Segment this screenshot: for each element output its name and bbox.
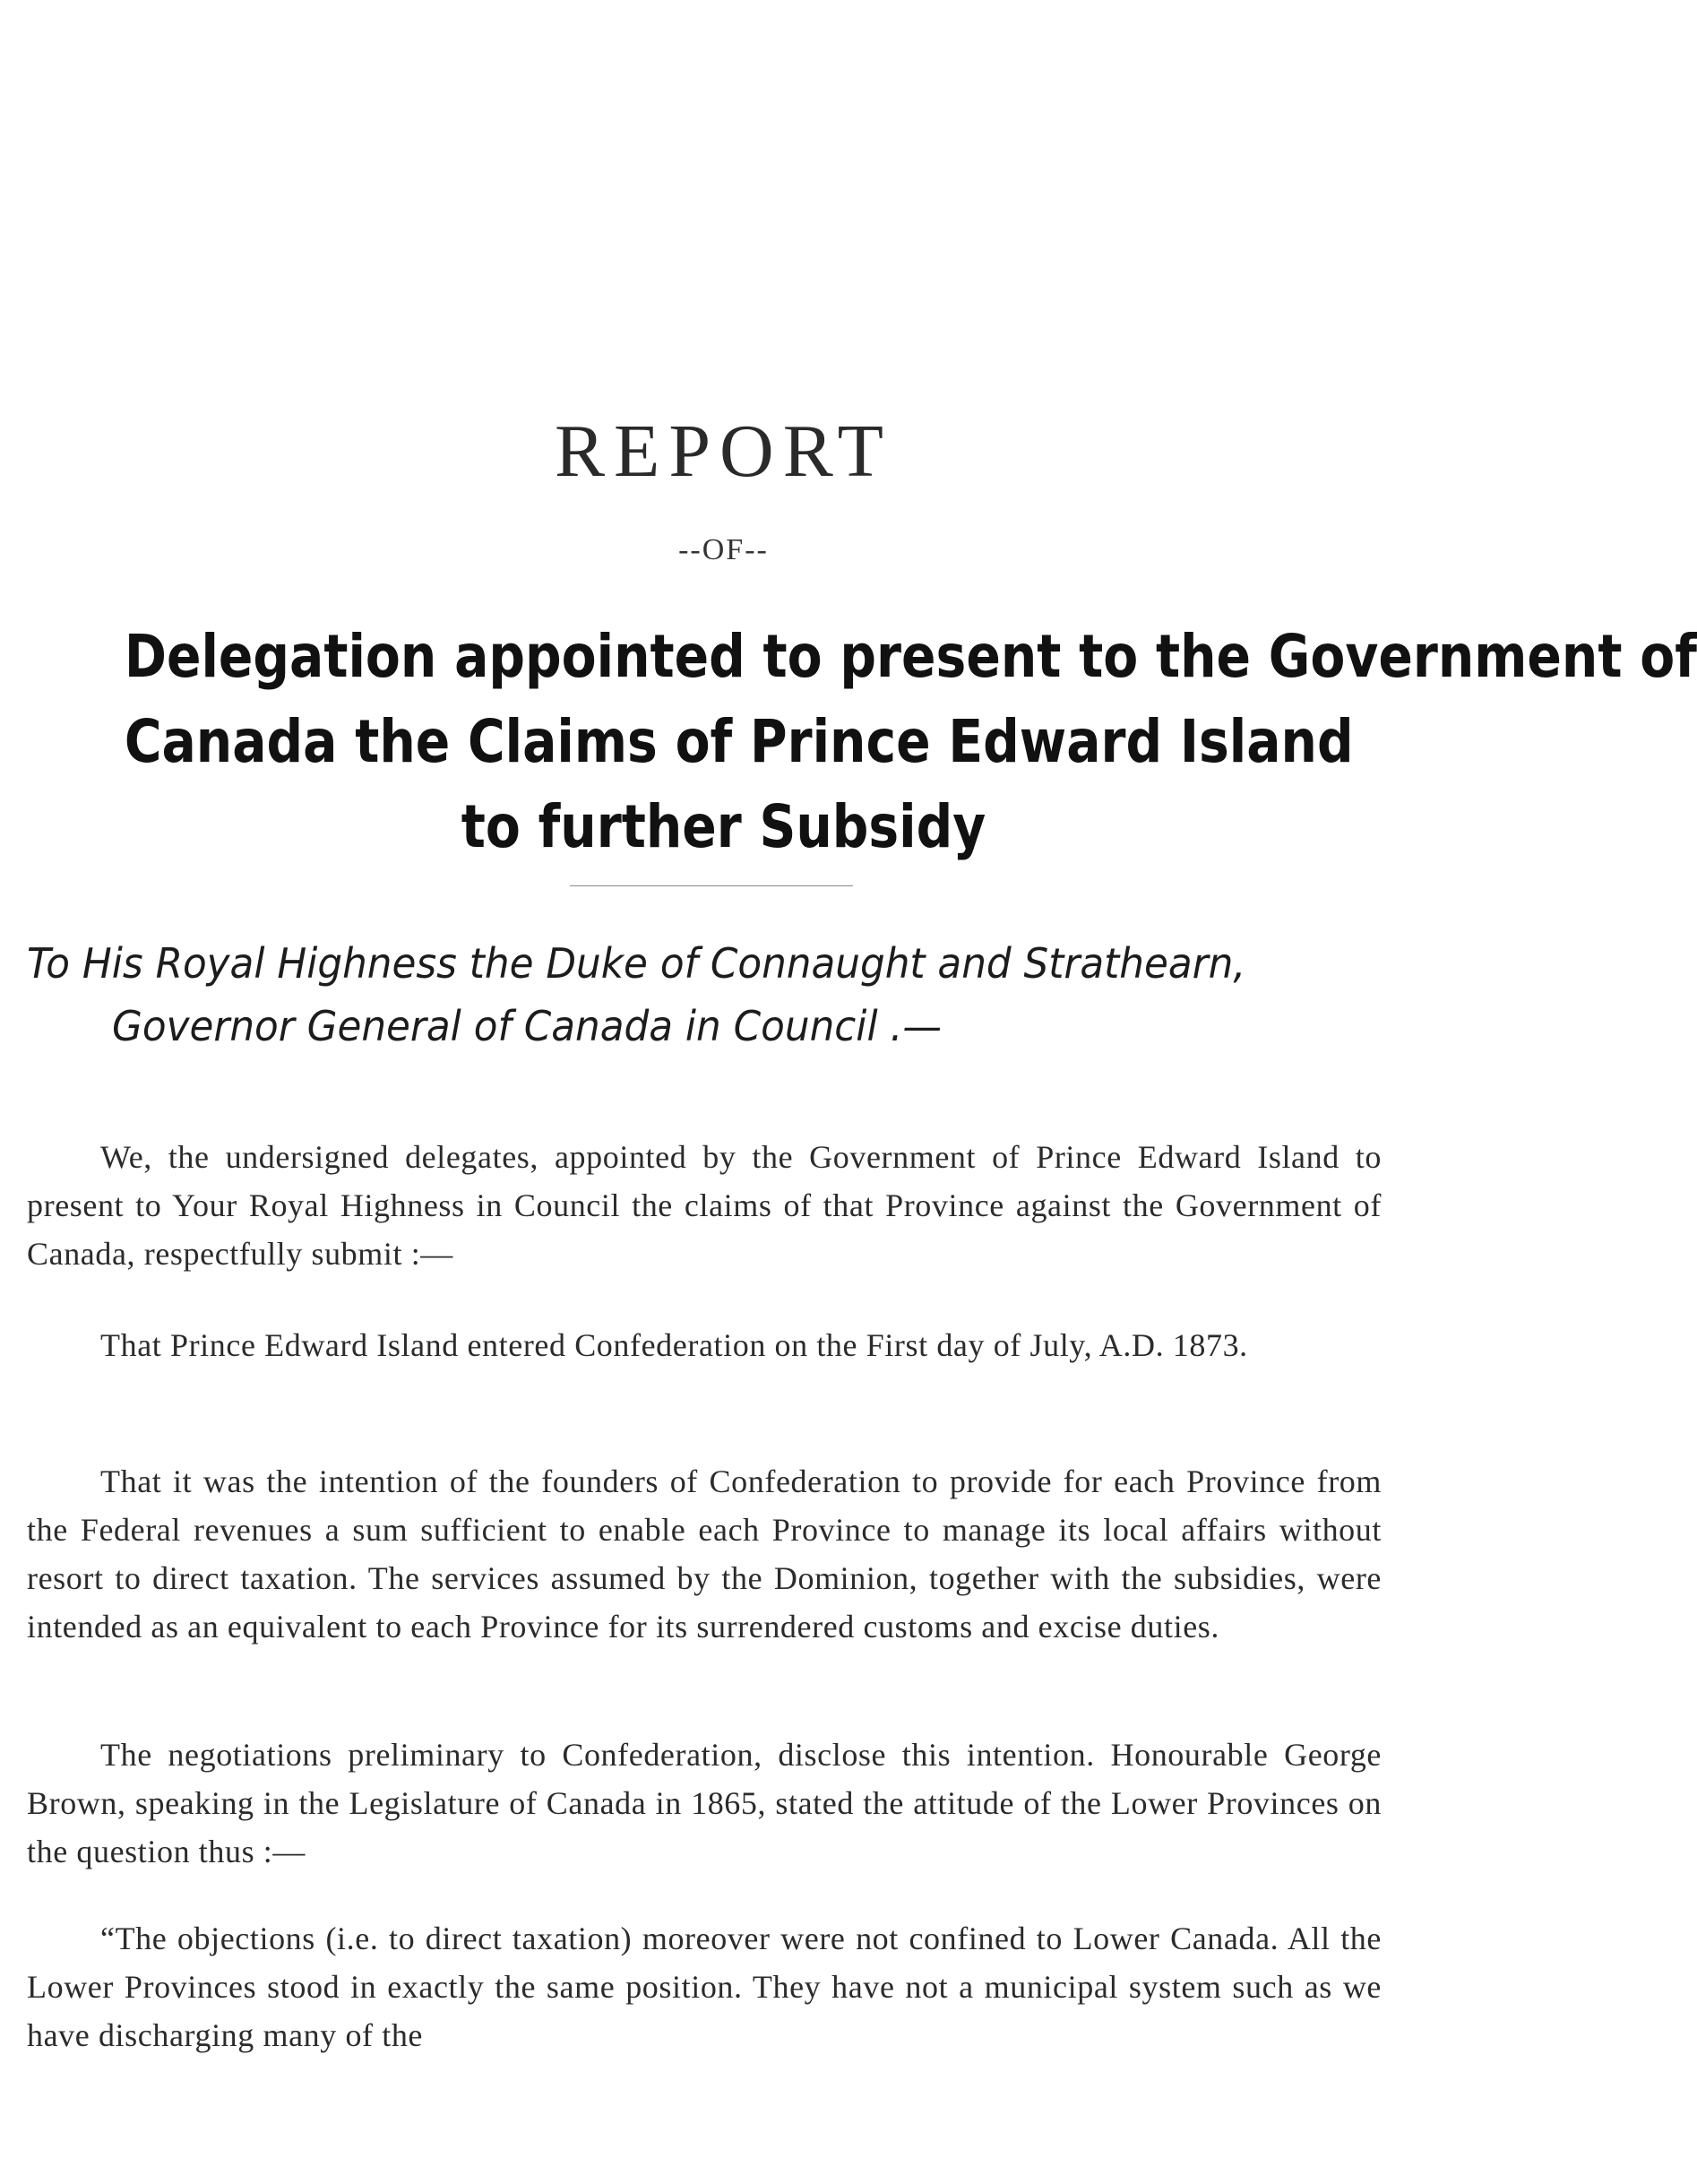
report-title: REPORT xyxy=(554,410,892,493)
heading-line: to further Subsidy xyxy=(461,792,986,861)
body-paragraph: That it was the intention of the founders of Confederation to provide for each Province from the Federal revenues a sum sufficient to enable each Province to manage its local affairs without resort to direct taxation. The services assumed by the Dominion, together with the subsidies, were intended as an equivalent to each Province for its surrendered customs and excise duties. xyxy=(27,1463,1382,1644)
report-heading xyxy=(124,614,1697,869)
address-to-governor-general xyxy=(27,932,1355,1057)
address-line: Governor General of Canada in Council .— xyxy=(112,1002,943,1050)
body-paragraph: We, the undersigned delegates, appointed by the Government of Prince Edward Island to present to Your Royal Highness in Council the claims of that Province against the Government of Canada, respectfully submit :— xyxy=(27,1139,1382,1272)
of-line: --OF-- xyxy=(678,533,769,566)
body-paragraph: “The objections (i.e. to direct taxation) moreover were not confined to Lower Canada. All the Lower Provinces stood in exactly the same position. They have not a municipal system such as we have discharging many of the xyxy=(27,1921,1382,2053)
heading-line: Canada the Claims of Prince Edward Island xyxy=(124,707,1354,776)
body-paragraph: The negotiations preliminary to Confederation, disclose this intention. Honourable George Brown, speaking in the Legislature of Canada in 1865, stated the attitude of the Lower Provinces on the question thus :— xyxy=(27,1737,1382,1869)
address-line: To His Royal Highness the Duke of Connaught and Strathearn, xyxy=(27,939,1246,988)
divider-rule xyxy=(570,885,853,886)
heading-line: Delegation appointed to present to the Government of xyxy=(124,622,1697,691)
body-paragraph: That Prince Edward Island entered Confederation on the First day of July, A.D. 1873. xyxy=(100,1327,1248,1363)
